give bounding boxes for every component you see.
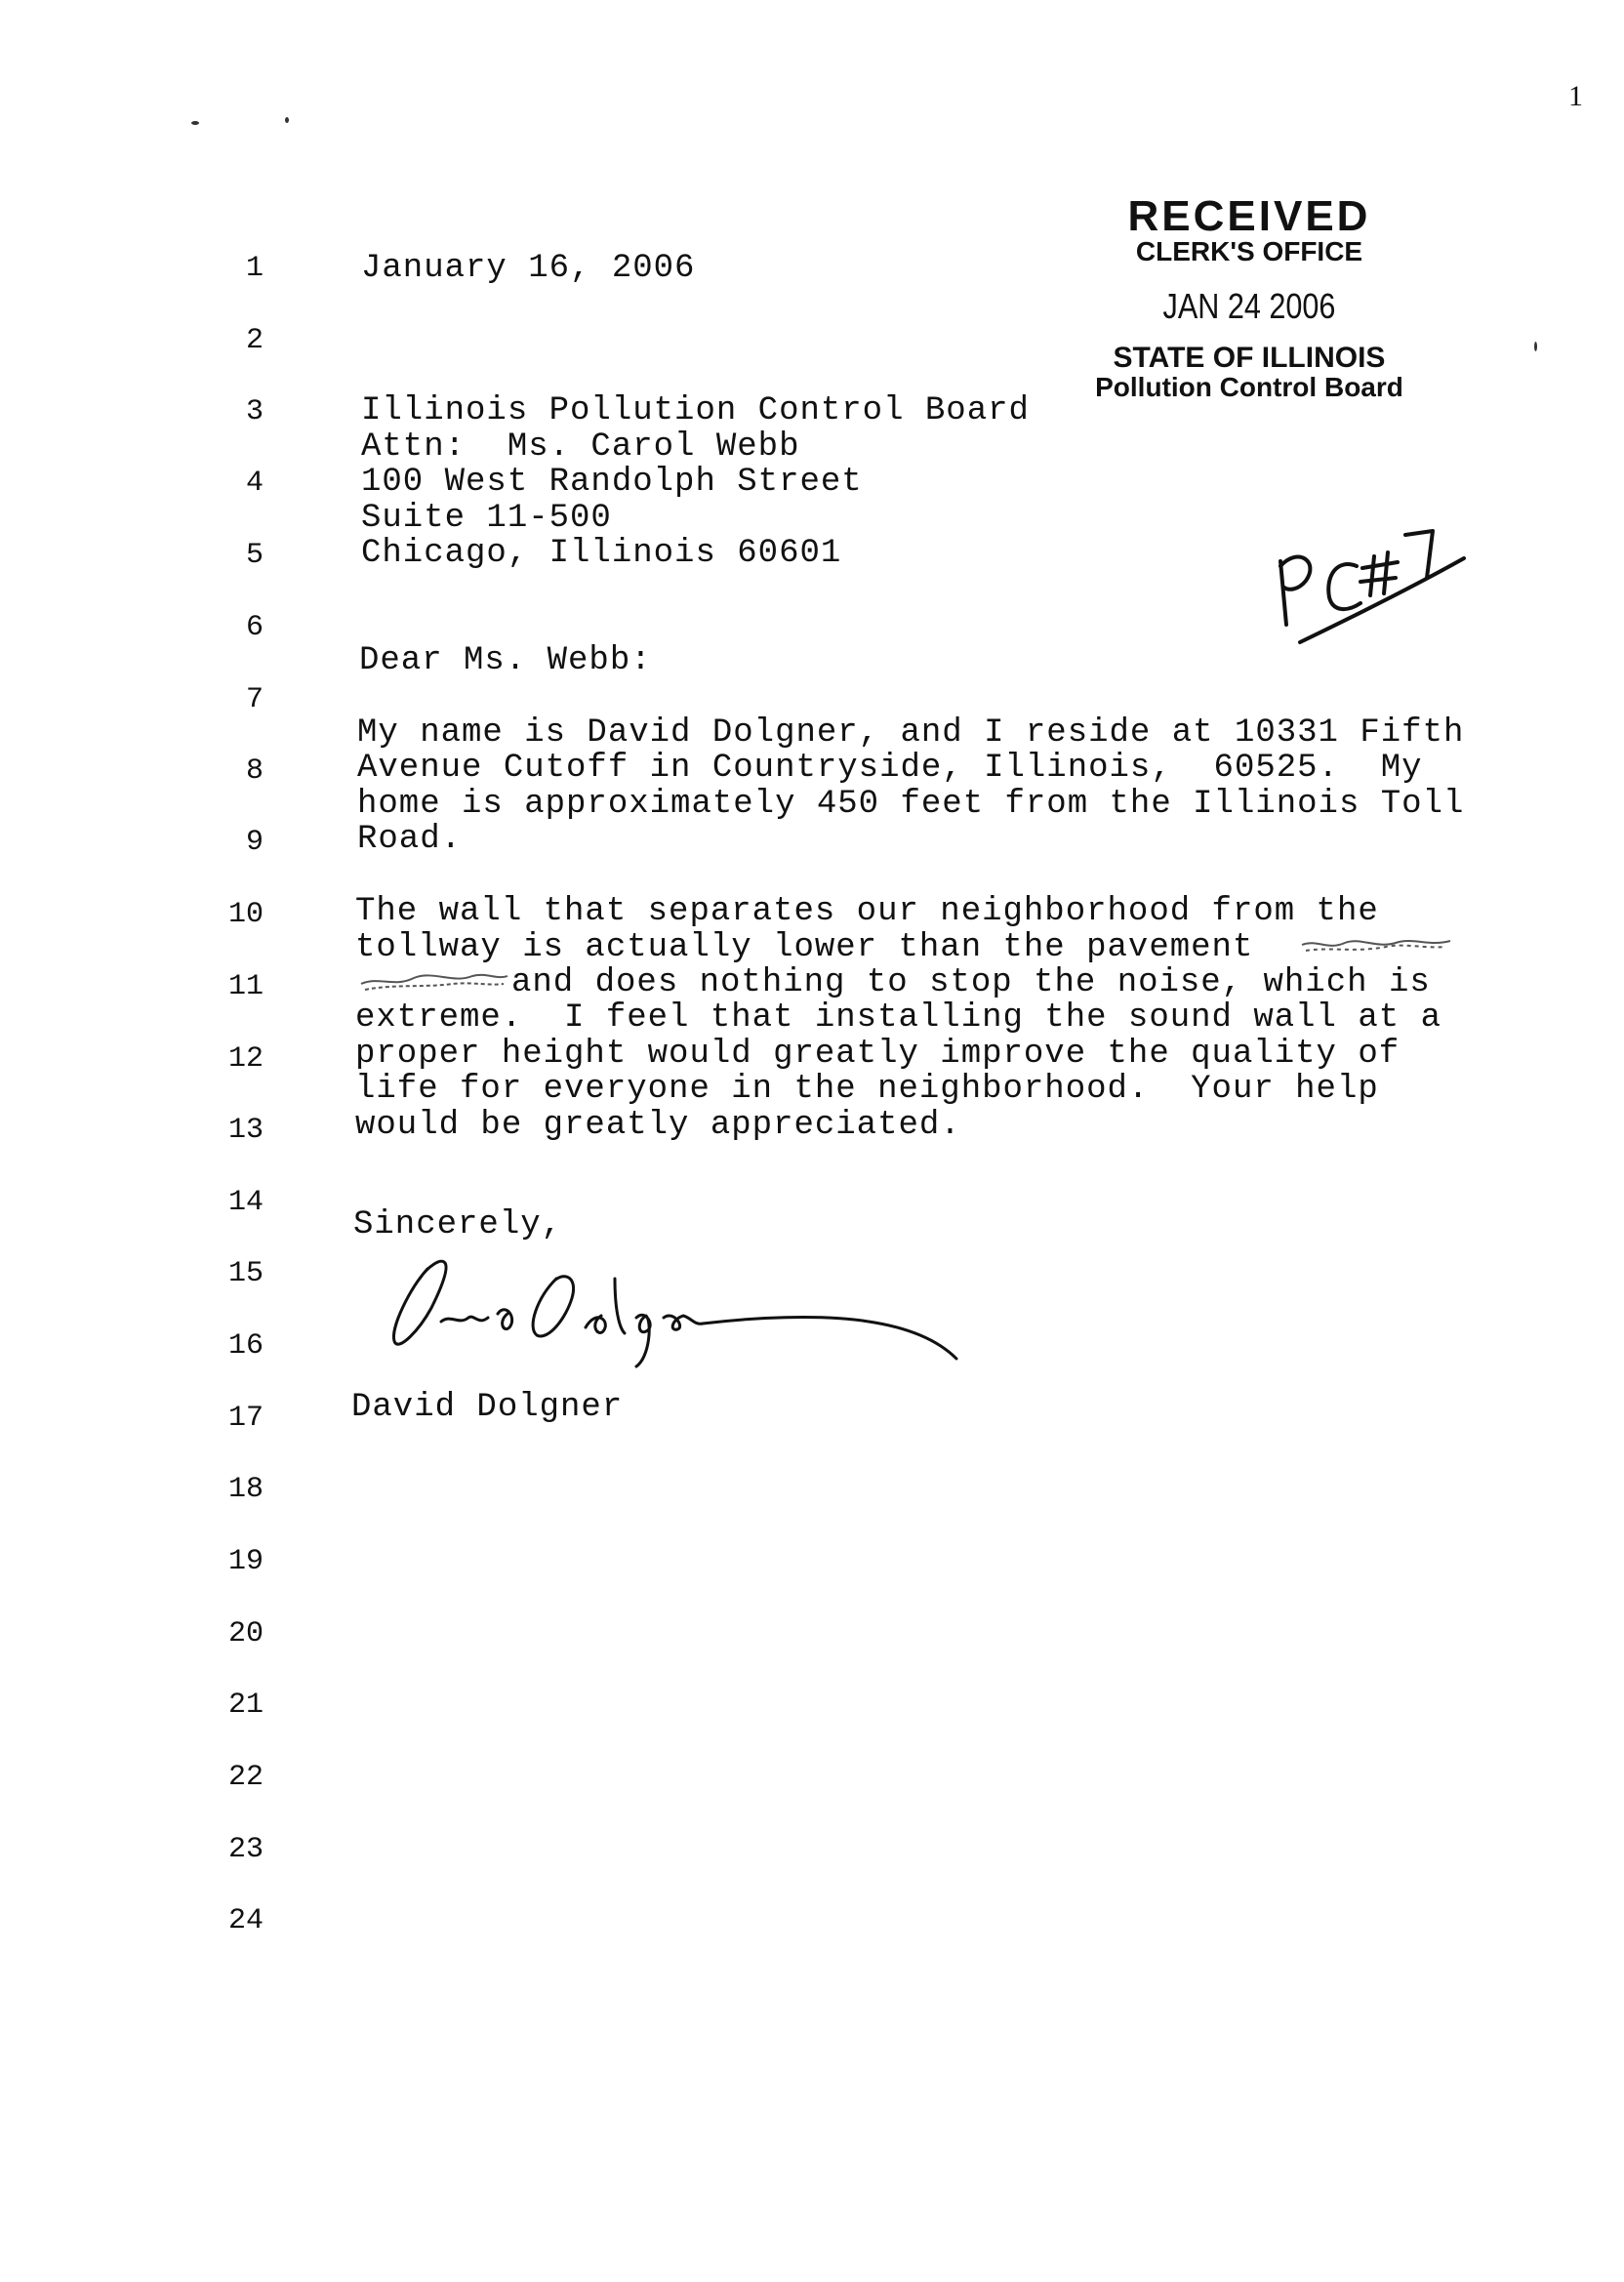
line-number: 6 — [245, 611, 264, 644]
recipient-line: Chicago, Illinois 60601 — [361, 535, 842, 572]
line-number: 18 — [227, 1473, 264, 1506]
salutation: Dear Ms. Webb: — [359, 642, 652, 679]
line-number: 7 — [245, 683, 264, 716]
line-number: 17 — [227, 1402, 264, 1435]
line-number: 5 — [245, 539, 264, 572]
paragraph-line: My name is David Dolgner, and I reside at 10331 Fifth — [357, 714, 1465, 752]
line-number: 4 — [245, 467, 264, 500]
paragraph-line: life for everyone in the neighborhood. Your help — [355, 1071, 1379, 1108]
struck-out-text — [1298, 929, 1454, 958]
line-number: 12 — [227, 1042, 264, 1076]
line-number: 14 — [227, 1186, 264, 1219]
line-number: 16 — [227, 1329, 264, 1363]
received-stamp — [1083, 192, 1415, 402]
scan-speck — [285, 117, 289, 123]
line-number: 20 — [227, 1617, 264, 1650]
paragraph-line: The wall that separates our neighborhood from the — [355, 893, 1379, 930]
paragraph-line: extreme. I feel that installing the sound wall at a — [355, 999, 1441, 1037]
line-number: 11 — [227, 970, 264, 1003]
recipient-line: Illinois Pollution Control Board — [361, 392, 1030, 429]
handwritten-pc7-note — [1259, 517, 1483, 654]
line-number: 21 — [227, 1689, 264, 1722]
stamp-date: JAN 24 2006 — [1162, 286, 1336, 326]
handwritten-signature — [381, 1220, 966, 1376]
line-number: 8 — [245, 754, 264, 788]
line-number: 22 — [227, 1761, 264, 1794]
stamp-state: STATE OF ILLINOIS — [1113, 342, 1386, 374]
signer-name: David Dolgner — [351, 1389, 624, 1426]
scan-speck — [1534, 342, 1537, 351]
paragraph-line: tollway is actually lower than the pavement — [355, 929, 1254, 966]
paragraph-line: home is approximately 450 feet from the Illinois Toll — [357, 786, 1465, 823]
closing: Sincerely, — [353, 1206, 563, 1243]
line-number: 19 — [227, 1545, 264, 1578]
page-number: 1 — [1568, 80, 1583, 112]
letter-date: January 16, 2006 — [361, 250, 696, 287]
recipient-line: Attn: Ms. Carol Webb — [361, 428, 800, 466]
line-number: 23 — [227, 1833, 264, 1866]
paragraph-line: Avenue Cutoff in Countryside, Illinois, 60525. My — [357, 750, 1423, 787]
line-number: 3 — [245, 395, 264, 428]
scan-speck — [191, 121, 199, 125]
stamp-clerks-office: CLERK'S OFFICE — [1135, 236, 1363, 266]
paragraph-line: Road. — [357, 821, 463, 858]
line-number: 24 — [227, 1904, 264, 1937]
recipient-line: 100 West Randolph Street — [361, 464, 863, 501]
struck-out-text — [355, 966, 511, 996]
paragraph-line: and does nothing to stop the noise, which is — [511, 964, 1431, 1001]
line-number: 13 — [227, 1114, 264, 1147]
line-number: 1 — [245, 252, 264, 285]
line-number: 2 — [245, 324, 264, 357]
paragraph-line: would be greatly appreciated. — [355, 1107, 961, 1144]
line-number: 9 — [245, 826, 264, 859]
stamp-board: Pollution Control Board — [1095, 372, 1403, 402]
stamp-received: RECEIVED — [1127, 192, 1371, 240]
paragraph-line: proper height would greatly improve the quality of — [355, 1036, 1401, 1073]
line-number: 15 — [227, 1257, 264, 1290]
line-number: 10 — [227, 898, 264, 931]
recipient-line: Suite 11-500 — [361, 500, 612, 537]
